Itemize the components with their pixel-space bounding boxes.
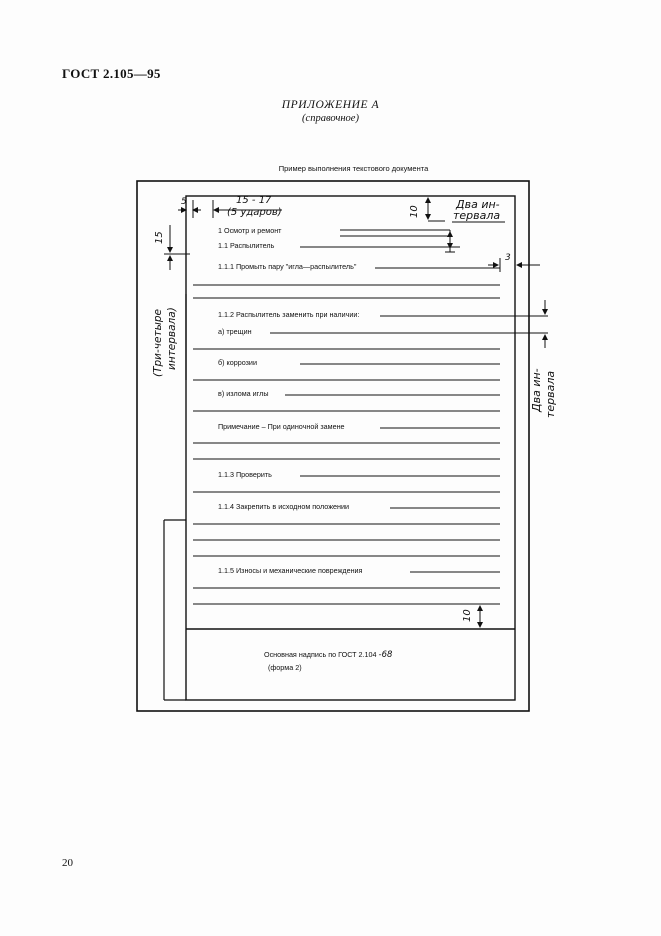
dim-10-top-label: 10 [409, 205, 420, 218]
two-intervals-label-2: тервала [453, 209, 501, 222]
interval-arrow-marks [445, 230, 455, 252]
doc-line-1-1: 1.1 Распылитель [218, 241, 275, 250]
inner-frame [186, 196, 515, 700]
doc-line-1-1-2: 1.1.2 Распылитель заменить при наличии: [218, 310, 360, 319]
standard-header: ГОСТ 2.105—95 [62, 66, 161, 81]
three-four-label-2: интервала) [166, 307, 178, 370]
title-block-line1: Основная надпись по ГОСТ 2.104 [264, 650, 377, 659]
outer-sheet-border [137, 181, 529, 711]
dim-5-strokes-label: (5 ударов) [227, 207, 282, 218]
dim-3-marks [488, 258, 540, 272]
dim-5-label: 5 [181, 197, 187, 207]
title-block-year: -68 [378, 650, 393, 660]
doc-line-1-1-3: 1.1.3 Проверить [218, 470, 272, 479]
doc-line-1-1-1: 1.1.1 Промыть пару "игла—распылитель" [218, 262, 357, 271]
title-block-line2: (форма 2) [268, 663, 302, 672]
two-intervals-right-label-1: Два ин- [530, 368, 543, 412]
dim-15-left-label: 15 [154, 231, 165, 244]
three-four-label-1: (Три-четыре [152, 309, 164, 377]
title-block-text [264, 650, 392, 660]
dim-3-label: 3 [505, 253, 511, 263]
page-number: 20 [62, 857, 73, 869]
writing-lines [193, 230, 548, 604]
doc-line-item-b: б) коррозии [218, 358, 257, 367]
appendix-title: ПРИЛОЖЕНИЕ А [281, 99, 380, 111]
doc-line-item-v: в) излома иглы [218, 389, 269, 398]
doc-line-item-a: а) трещин [218, 327, 252, 336]
doc-line-note: Примечание – При одиночной замене [218, 422, 345, 431]
dim-10-bottom-marks [470, 604, 490, 627]
doc-line-section-1: 1 Осмотр и ремонт [218, 226, 282, 235]
appendix-subtitle: (справочное) [302, 113, 359, 124]
dim-10-bottom-label: 10 [462, 609, 473, 622]
two-intervals-right-label-2: тервала [544, 370, 557, 418]
doc-line-1-1-4: 1.1.4 Закрепить в исходном положении [218, 502, 350, 511]
doc-line-1-1-5: 1.1.5 Износы и механические повреждения [218, 566, 363, 575]
dim-15-17-label: 15 - 17 [236, 195, 272, 206]
two-intervals-label-1: Два ин- [456, 198, 500, 211]
figure-caption: Пример выполнения текстового документа [278, 164, 429, 173]
dim-10-top-marks [428, 196, 445, 221]
